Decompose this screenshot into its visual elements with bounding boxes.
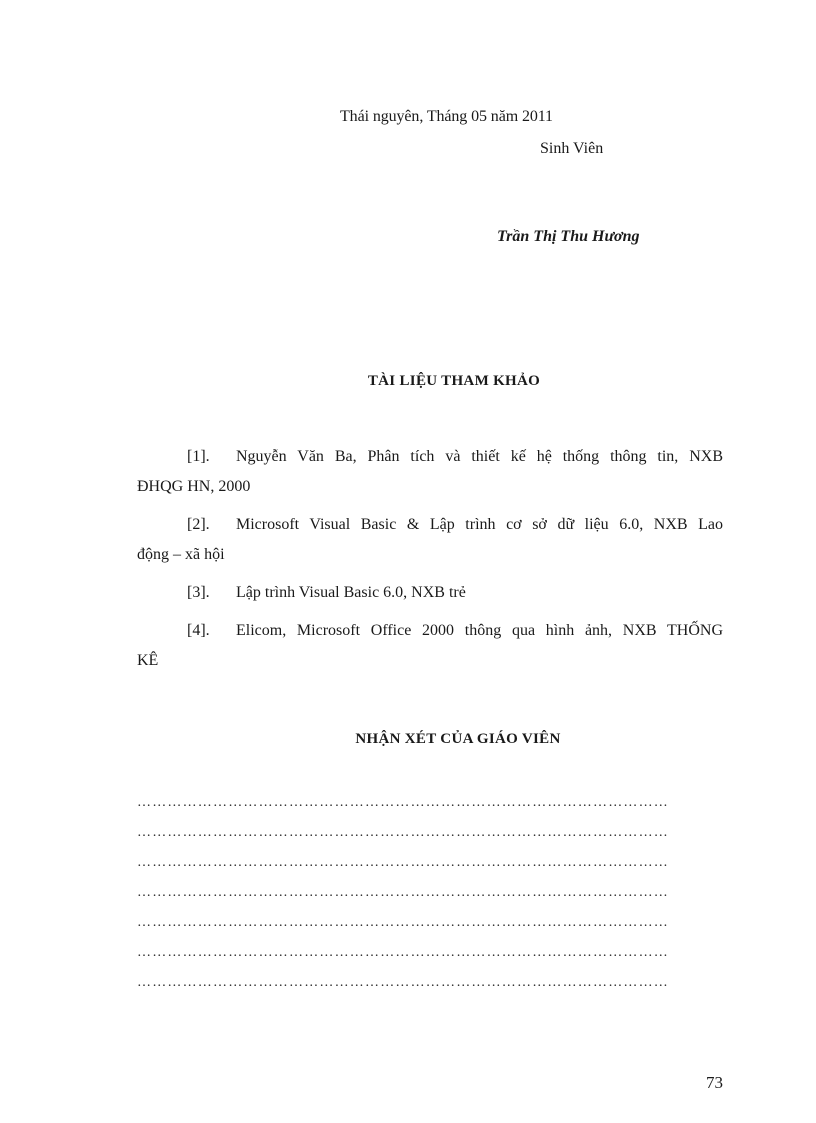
page-number: 73 [706,1073,723,1092]
reference-number: [3]. [187,584,210,601]
place-date: Thái nguyên, Tháng 05 năm 2011 [340,108,553,125]
signer-role: Sinh Viên [540,140,604,157]
signer-name: Trần Thị Thu Hương [497,228,640,245]
references-heading: TÀI LIỆU THAM KHẢO [367,373,541,389]
reference-number: [1]. [187,448,210,465]
reference-item-3 [137,584,723,602]
review-heading: NHẬN XÉT CỦA GIÁO VIÊN [355,731,561,747]
review-dotted-line: …………………………………………………………………………………………… [137,825,669,840]
reference-number: [4]. [187,622,210,639]
reference-text: Lập trình Visual Basic 6.0, NXB trẻ [236,584,466,601]
reference-item-4-continued: KÊ [137,652,159,669]
review-dotted-line: …………………………………………………………………………………………… [137,945,669,960]
review-dotted-line: …………………………………………………………………………………………… [137,885,669,900]
review-dotted-line: …………………………………………………………………………………………… [137,855,669,870]
reference-number: [2]. [187,516,210,533]
review-dotted-line: …………………………………………………………………………………………… [137,915,669,930]
review-dotted-line: …………………………………………………………………………………………… [137,975,669,990]
reference-item-1-continued: ĐHQG HN, 2000 [137,478,251,495]
reference-item-4 [137,622,723,640]
reference-item-1 [137,448,723,466]
reference-text: Elicom, Microsoft Office 2000 thông qua hình ảnh, NXB THỐNG [236,622,723,639]
reference-text: Microsoft Visual Basic & Lập trình cơ sở dữ liệu 6.0, NXB Lao [236,516,723,533]
reference-item-2 [137,516,723,534]
review-dotted-line: …………………………………………………………………………………………… [137,795,669,810]
reference-text: Nguyễn Văn Ba, Phân tích và thiết kế hệ thống thông tin, NXB [236,448,723,465]
reference-item-2-continued: động – xã hội [137,546,225,563]
